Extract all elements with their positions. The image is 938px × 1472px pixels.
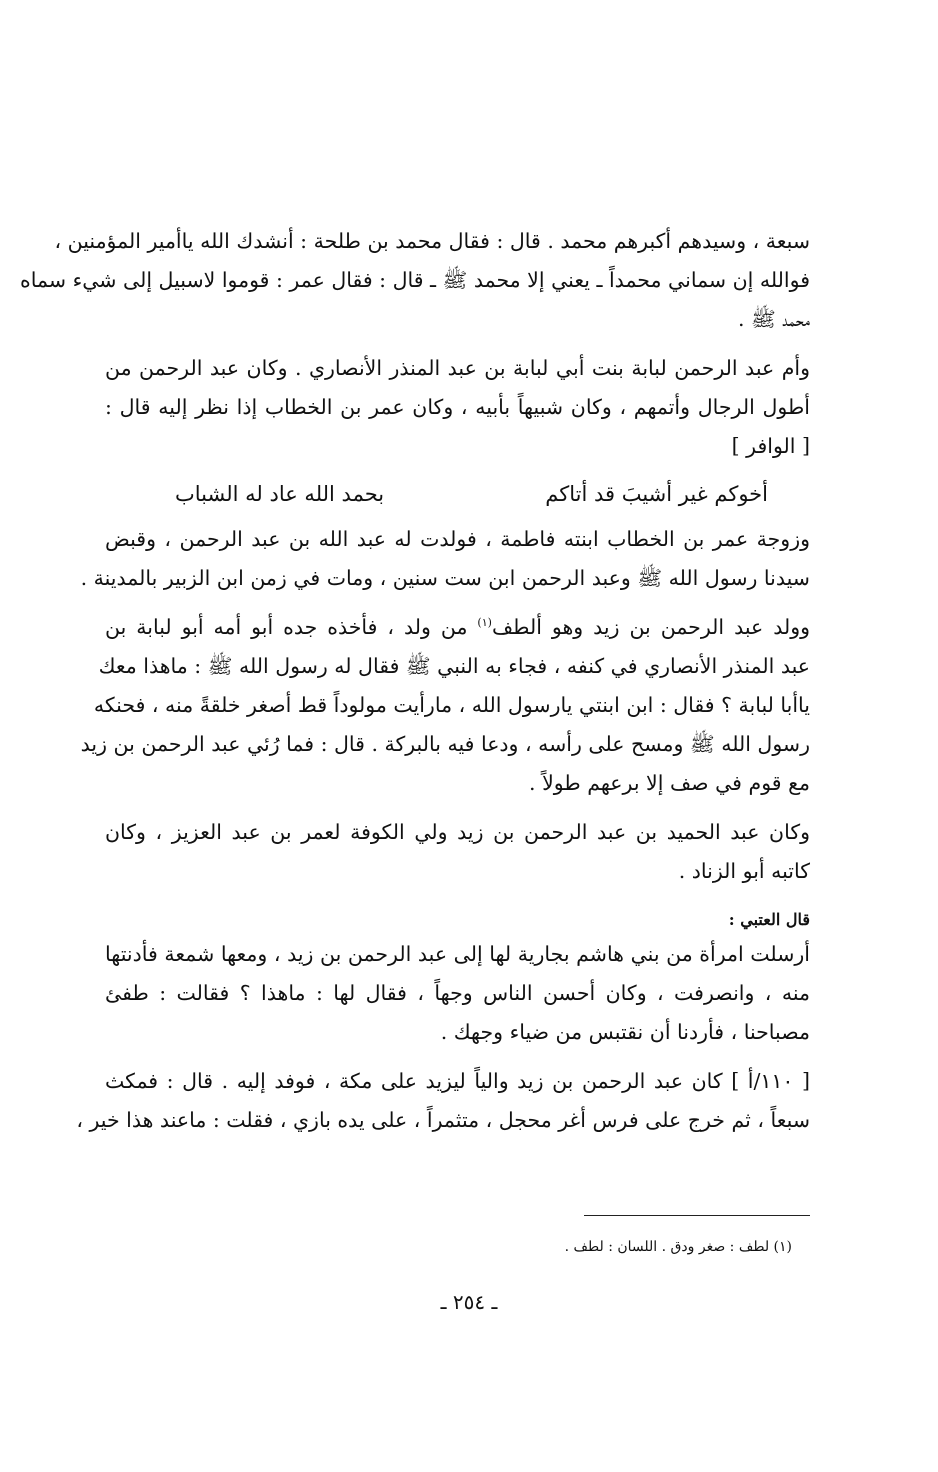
text-line: عبد المنذر الأنصاري في كنفه ، فجاء به النبي ﷺ فقال له رسول الله ﷺ : ماهذا معك — [98, 654, 810, 678]
paragraph-3 — [80, 520, 810, 598]
main-text-column — [20, 222, 811, 1140]
text-line: وزوجة عمر بن الخطاب ابنته فاطمة ، فولدت له عبد الله بن عبد الرحمن ، وقبض — [105, 527, 810, 551]
footnote: (١) لطف : صغر ودق . اللسان : لطف . — [564, 1239, 792, 1255]
text-line: فوالله إن سماني محمداً ـ يعني إلا محمد ﷺ ـ قال : فقال عمر : قوموا لاسبيل إلى شيء سماه — [20, 268, 810, 292]
text-line: سيدنا رسول الله ﷺ وعبد الرحمن ابن ست سنين ، ومات في زمن ابن الزبير بالمدينة . — [80, 566, 810, 590]
text-line: سبعاً ، ثم خرج على فرس أغر محجل ، متثمراً ، على يده بازي ، فقلت : ماعند هذا خير ، — [76, 1108, 810, 1132]
poem-hemistich-second: بحمد الله عاد له الشباب — [175, 482, 385, 506]
meter-label: [ الوافر ] — [731, 434, 810, 458]
text-segment: من ولد ، فأخذه جده أبو أمه أبو لبابة بن — [105, 615, 478, 639]
text-line: وأم عبد الرحمن لبابة بنت أبي لبابة بن عبد المنذر الأنصاري . وكان عبد الرحمن من — [105, 356, 810, 380]
text-line: وكان عبد الحميد بن عبد الرحمن بن زيد ولي الكوفة لعمر بن عبد العزيز ، وكان — [105, 820, 810, 844]
text-line: سبعة ، وسيدهم أكبرهم محمد . قال : فقال محمد بن طلحة : أنشدك الله ياأمير المؤمنين ، — [54, 229, 810, 253]
paragraph-1 — [20, 222, 810, 339]
footnote-separator — [584, 1215, 810, 1216]
paragraph-5 — [105, 813, 810, 891]
page-number: ـ ٢٥٤ ـ — [440, 1290, 498, 1314]
paragraph-6 — [105, 935, 810, 1052]
paragraph-7 — [76, 1062, 810, 1140]
text-line: مع قوم في صف إلا برعهم طولاً . — [529, 771, 810, 795]
paragraph-2 — [105, 349, 810, 466]
text-line: [ ١١٠/أ ] كان عبد الرحمن بن زيد والياً ليزيد على مكة ، فوفد إليه . قال : فمكث — [105, 1069, 810, 1093]
text-line: منه ، وانصرفت ، وكان أحسن الناس وجهاً ، فقال لها : ماهذا ؟ فقالت : طفئ — [105, 981, 810, 1005]
section-heading: قال العتبي : — [728, 910, 810, 929]
paragraph-4 — [80, 608, 811, 803]
text-segment: وولد عبد الرحمن بن زيد وهو ألطف — [491, 615, 811, 639]
text-line: محمد ﷺ . — [737, 307, 810, 331]
text-line: كاتبه أبو الزناد . — [678, 859, 810, 883]
footnote-marker: (١) — [477, 616, 492, 630]
text-line: ياأبا لبابة ؟ فقال : ابن ابنتي يارسول الله ، مارأيت مولوداً قط أصغر خلقةً منه ، فحنكه — [93, 693, 810, 717]
text-line: أطول الرجال وأتمهم ، وكان شبيهاً بأبيه ، وكان عمر بن الخطاب إذا نظر إليه قال : — [105, 395, 810, 419]
text-line: رسول الله ﷺ ومسح على رأسه ، ودعا فيه بالبركة . قال : فما رُئي عبد الرحمن بن زيد — [80, 732, 810, 756]
text-line — [105, 608, 810, 647]
poem-verse — [105, 474, 810, 514]
poem-hemistich-first: أخوكم غير أشيبَ قد أتاكم — [545, 482, 768, 506]
text-line: أرسلت امرأة من بني هاشم بجارية لها إلى عبد الرحمن بن زيد ، ومعها شمعة فأدنتها — [105, 942, 810, 966]
text-line: مصباحنا ، فأردنا أن نقتبس من ضياء وجهك . — [440, 1020, 810, 1044]
